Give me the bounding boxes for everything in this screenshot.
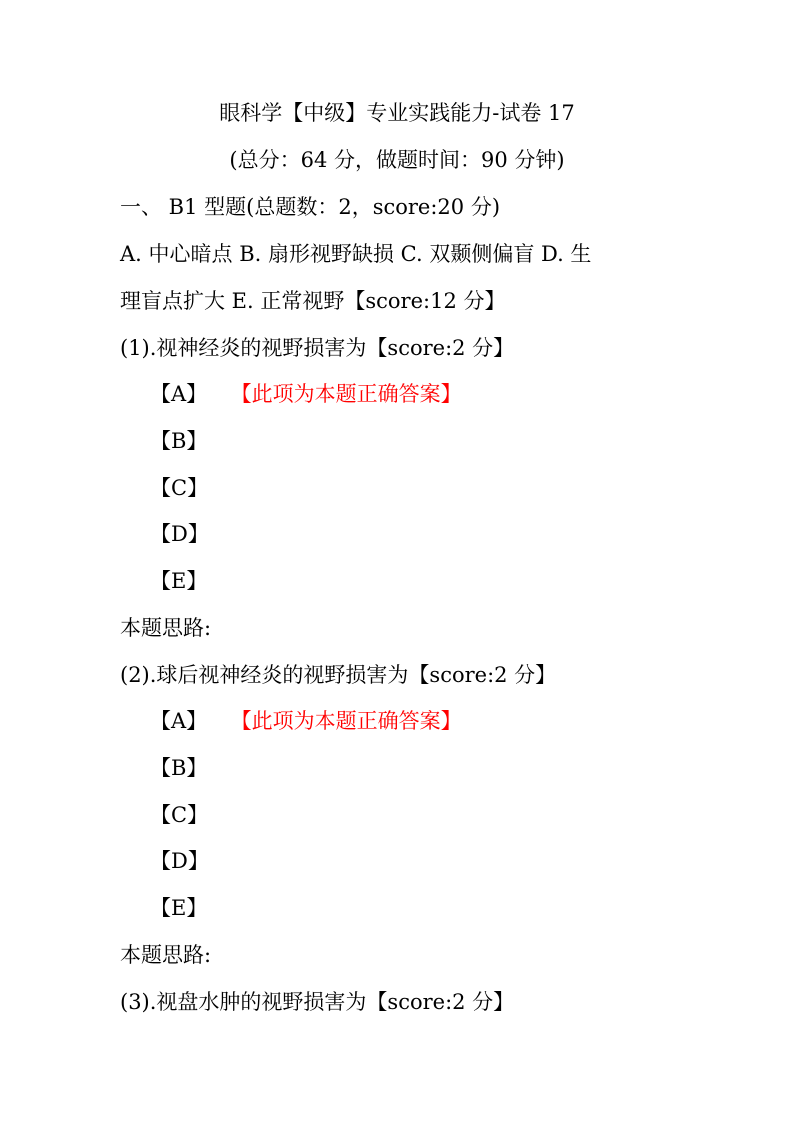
question-1-option-a — [150, 380, 462, 408]
question-1-option-c: 【C】 — [150, 476, 209, 500]
correct-answer-marker: 【此项为本题正确答案】 — [241, 382, 462, 406]
question-2-option-c: 【C】 — [150, 803, 209, 827]
exam-subtitle: (总分：64 分，做题时间：90 分钟) — [229, 148, 565, 172]
question-1-rationale-label: 本题思路: — [120, 616, 212, 640]
question-2-option-b: 【B】 — [150, 756, 208, 780]
question-2-stem: (2).球后视神经炎的视野损害为【score:2 分】 — [120, 663, 557, 687]
correct-answer-marker: 【此项为本题正确答案】 — [241, 709, 462, 733]
shared-options-line-1: A. 中心暗点 B. 扇形视野缺损 C. 双颞侧偏盲 D. 生 — [120, 242, 592, 266]
section-heading: 一、 B1 型题(总题数：2，score:20 分) — [120, 195, 501, 219]
option-label: 【A】 — [150, 382, 208, 406]
question-1-option-e: 【E】 — [150, 569, 208, 593]
question-1-option-d: 【D】 — [150, 522, 209, 546]
question-2-option-a — [150, 707, 462, 735]
question-1-option-b: 【B】 — [150, 429, 208, 453]
question-2-rationale-label: 本题思路: — [120, 943, 212, 967]
question-1-stem: (1).视神经炎的视野损害为【score:2 分】 — [120, 336, 515, 360]
shared-options-line-2: 理盲点扩大 E. 正常视野【score:12 分】 — [120, 289, 506, 313]
exam-title: 眼科学【中级】专业实践能力-试卷 17 — [219, 101, 575, 125]
question-2-option-e: 【E】 — [150, 896, 208, 920]
option-label: 【A】 — [150, 709, 208, 733]
question-3-stem: (3).视盘水肿的视野损害为【score:2 分】 — [120, 990, 515, 1014]
question-2-option-d: 【D】 — [150, 849, 209, 873]
